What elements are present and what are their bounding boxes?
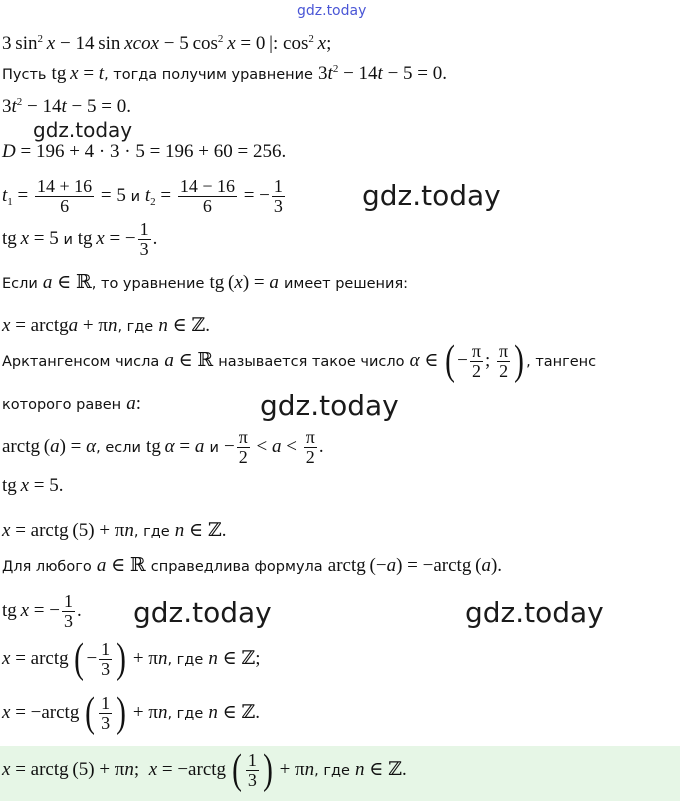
solution-2a: x = arctg ( − $\frac{1}{3}$ ) + πn, где n ∈ ℤ; bbox=[2, 635, 261, 682]
if-line: Если a ∈ ℝ, то уравнение tg (x) = a имеет решения: bbox=[2, 272, 409, 293]
text-if: Если bbox=[2, 276, 38, 292]
watermark: gdz.today bbox=[133, 596, 272, 629]
which-equals-line: которого равен a: bbox=[2, 393, 142, 414]
text-where: , где bbox=[117, 319, 154, 335]
solution-2b: x = −arctg ( $\frac{1}{3}$ ) + πn, где n ∈ ℤ. bbox=[2, 689, 261, 736]
final-answer: x = arctg (5) + πn; x = −arctg ( $\frac{1}{3}$ ) + πn, где n ∈ ℤ. bbox=[2, 746, 407, 793]
text-is-called: называется такое число bbox=[218, 353, 405, 370]
watermark: gdz.today bbox=[465, 596, 604, 629]
roots-line: $t_1$ = $\frac{14 + 16}{6}$ = 5 и $t_2$ = $\frac{14 - 16}{6}$ = − $\frac{1}{3}$ bbox=[2, 176, 283, 216]
discriminant: D = 196 + 4 · 3 · 5 = 196 + 60 = 256. bbox=[2, 141, 287, 162]
equation-original: 3 $\sin^2 x - 14$ sin xcox − 5 $\cos^2 x = 0$ |: $\cos^2 x$; bbox=[2, 33, 332, 54]
text-and-short: и bbox=[209, 439, 219, 456]
general-solution: x = arctga + πn, где n ∈ ℤ. bbox=[2, 315, 211, 336]
odd-formula-line: Для любого a ∈ ℝ справедлива формула arctg (−a) = −arctg (a). bbox=[2, 555, 503, 576]
watermark: gdz.today bbox=[362, 179, 501, 212]
text-has-solutions: имеет решения: bbox=[283, 276, 409, 292]
arctg-condition: arctg (a) = α, если tg α = a и − $\frac{\pi}{2}$ < a < $\frac{\pi}{2}$ . bbox=[2, 427, 324, 467]
solution-1: x = arctg (5) + πn, где n ∈ ℤ. bbox=[2, 520, 227, 541]
text-where: , где bbox=[167, 705, 204, 722]
text-arctg-def: Арктангенсом числа bbox=[2, 353, 160, 370]
watermark: gdz.today bbox=[33, 118, 133, 142]
tg-minus-third: tg x = − $\frac{1}{3}$ . bbox=[2, 591, 82, 631]
text-which-equals: которого равен bbox=[2, 397, 122, 413]
text-let: Пусть bbox=[2, 67, 47, 83]
substitution-line: Пусть tg x = t, тогда получим уравнение $3t^2 - 14t - 5 = 0$. bbox=[2, 63, 447, 84]
tg-equals-5: tg x = 5. bbox=[2, 475, 64, 496]
text-if-short: , если bbox=[96, 439, 141, 456]
watermark-top: gdz.today bbox=[297, 3, 367, 19]
text-then-get: , тогда получим уравнение bbox=[104, 67, 313, 83]
watermark: gdz.today bbox=[260, 389, 399, 422]
quadratic-equation: $3t^2 - 14t - 5 = 0$. bbox=[2, 96, 131, 117]
text-where: , где bbox=[167, 651, 204, 668]
text-then-equation: , то уравнение bbox=[91, 276, 205, 292]
arctg-definition: Арктангенсом числа a ∈ ℝ называется такое число α ∈ ( − $\frac{\pi}{2}$ ; $\frac{\pi}{2}$ ) , тангенс bbox=[2, 337, 597, 384]
text-and: и bbox=[130, 188, 141, 205]
text-tangent: , тангенс bbox=[526, 353, 597, 370]
text-where: , где bbox=[133, 524, 170, 540]
text-and: и bbox=[63, 231, 73, 248]
text-where-end: , где bbox=[314, 762, 350, 779]
tg-values: tg x = 5 и tg x = − $\frac{1}{3}$ . bbox=[2, 219, 158, 259]
text-for-any: Для любого bbox=[2, 559, 92, 575]
text-formula-valid: справедлива формула bbox=[150, 559, 323, 575]
